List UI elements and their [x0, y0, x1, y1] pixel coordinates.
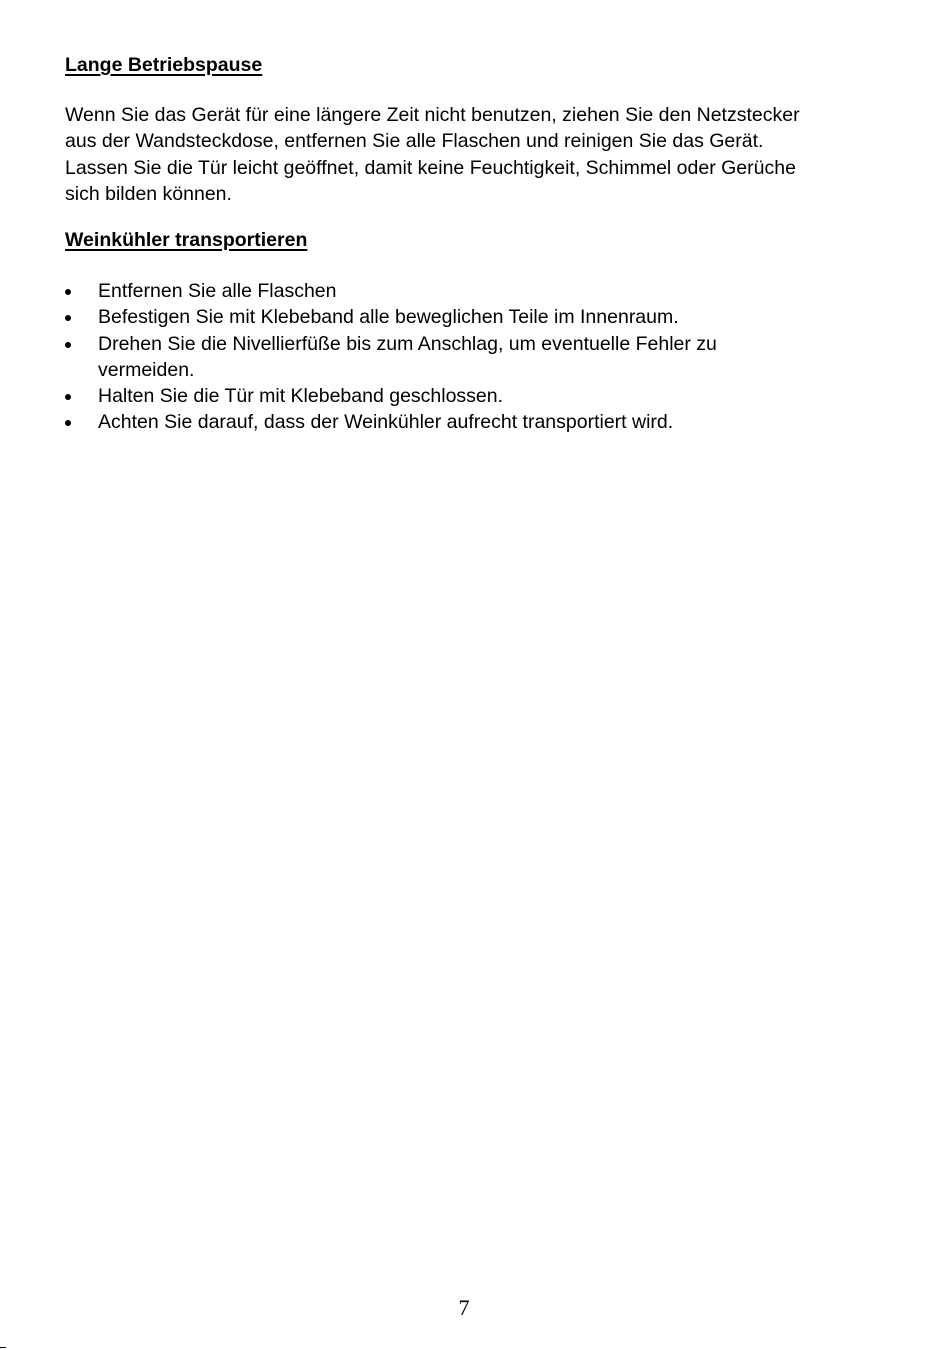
list-item	[65, 383, 905, 409]
list-item	[65, 304, 905, 330]
bullet-icon	[65, 315, 71, 321]
paragraph-line: Wenn Sie das Gerät für eine längere Zeit nicht benutzen, ziehen Sie den Netzstecker	[65, 104, 800, 126]
bullet-icon	[65, 289, 71, 295]
list-item-text: Achten Sie darauf, dass der Weinkühler aufrecht transportiert wird.	[98, 411, 674, 434]
bullet-icon	[65, 342, 71, 348]
transport-bullet-list	[65, 278, 905, 436]
long-break-paragraph	[65, 102, 905, 207]
list-item	[65, 278, 905, 304]
bullet-icon	[65, 394, 71, 400]
section-heading-transport: Weinkühler transportieren	[65, 229, 308, 251]
paragraph-line: Lassen Sie die Tür leicht geöffnet, damit keine Feuchtigkeit, Schimmel oder Gerüche	[65, 156, 796, 179]
corner-mark	[0, 1347, 6, 1348]
list-item	[65, 331, 905, 384]
section-heading-long-break: Lange Betriebspause	[65, 54, 263, 76]
paragraph-line: aus der Wandsteckdose, entfernen Sie alle Flaschen und reinigen Sie das Gerät.	[65, 130, 764, 153]
bullet-icon	[65, 420, 71, 426]
list-item-text: Drehen Sie die Nivellierfüße bis zum Anschlag, um eventuelle Fehler zu	[98, 332, 717, 355]
list-item-text-continued: vermeiden.	[98, 358, 195, 381]
paragraph-line: sich bilden können.	[65, 182, 232, 205]
list-item-text: Befestigen Sie mit Klebeband alle beweglichen Teile im Innenraum.	[98, 306, 679, 329]
list-item-text: Entfernen Sie alle Flaschen	[98, 280, 337, 302]
list-item-text: Halten Sie die Tür mit Klebeband geschlossen.	[98, 385, 504, 408]
list-item	[65, 409, 905, 435]
page-number: 7	[458, 1295, 470, 1320]
